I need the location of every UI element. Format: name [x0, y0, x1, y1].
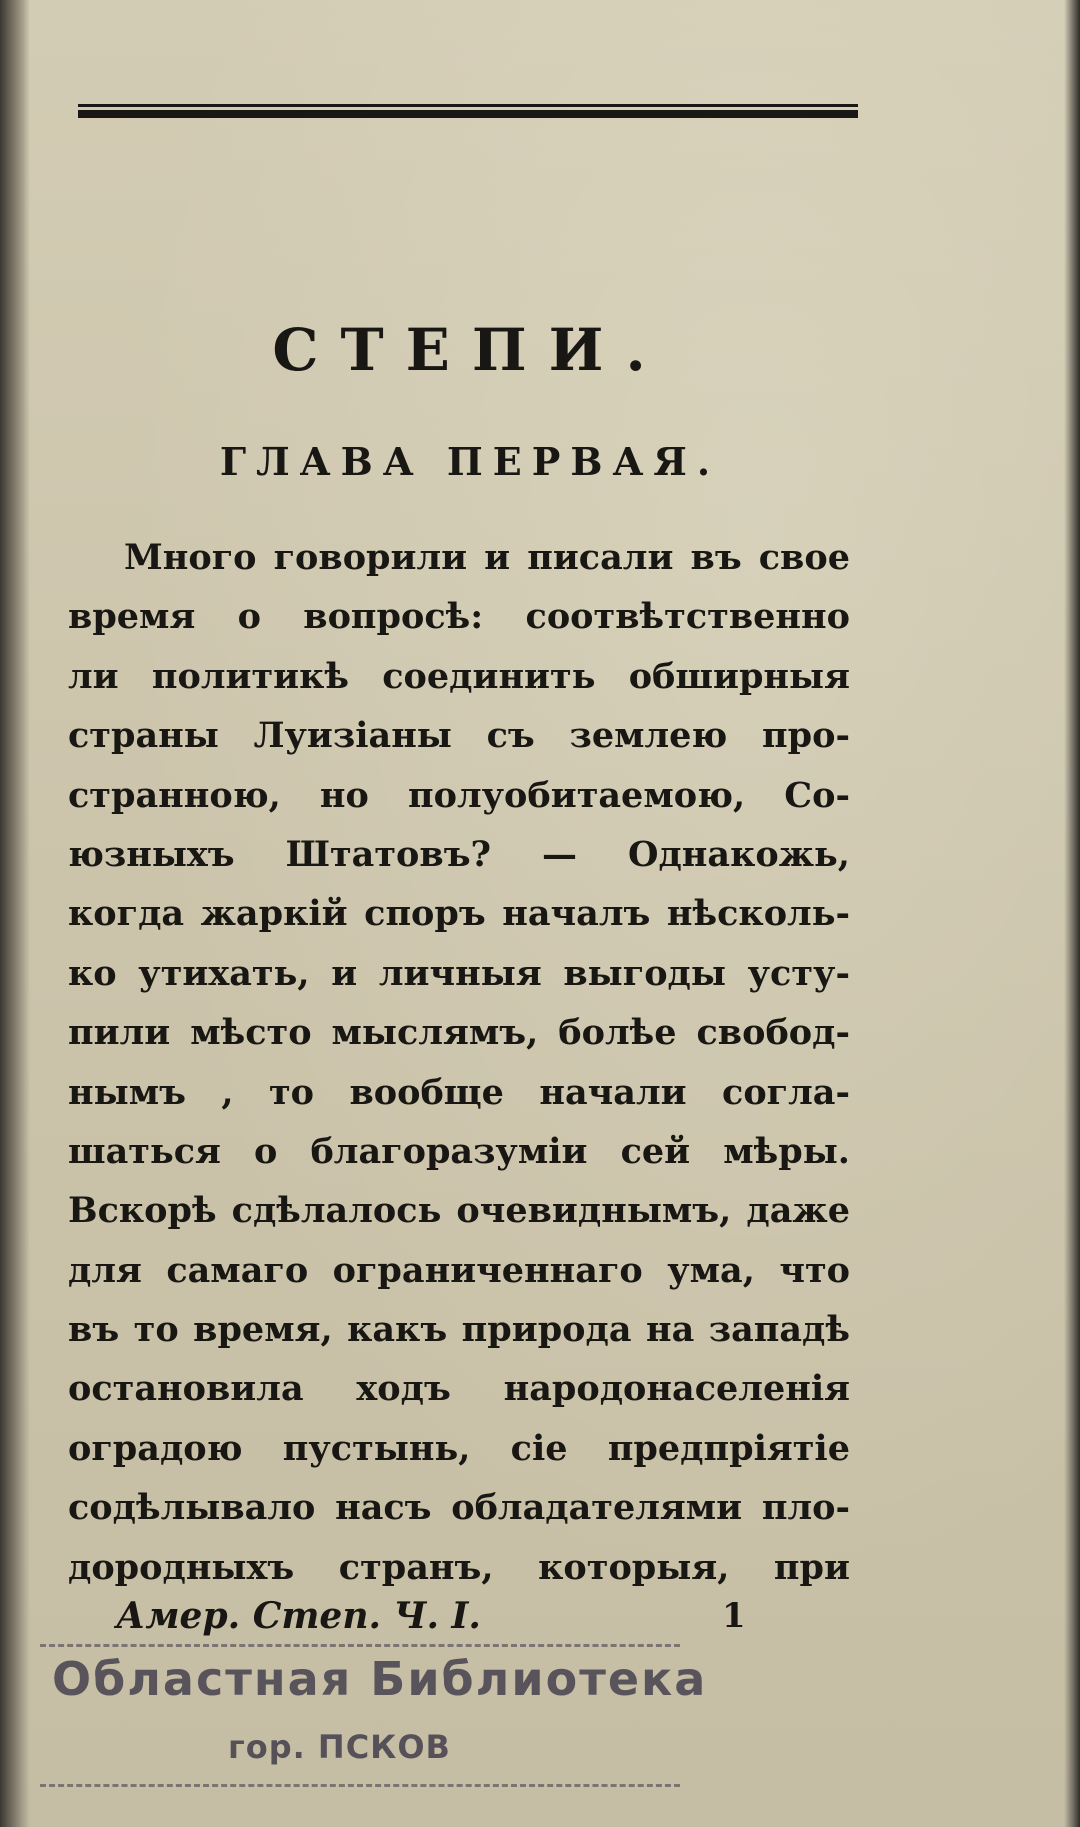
- page-edge-shadow: [1064, 0, 1080, 1827]
- library-stamp: [40, 1640, 708, 1790]
- stamp-rule-bottom: [40, 1784, 680, 1787]
- header-rule-thick: [78, 110, 858, 118]
- text-line: нымъ , то вообще начали согла-: [68, 1071, 850, 1113]
- body-text: [68, 528, 850, 1597]
- text-line: юзныхъ Штатовъ? — Однакожь,: [68, 833, 850, 875]
- text-line: когда жаркiй споръ началъ нѣсколь-: [68, 893, 850, 935]
- text-line: странною, но полуобитаемою, Со-: [68, 774, 850, 816]
- page-number: 1: [722, 1596, 746, 1636]
- stamp-city: гор. ПСКОВ: [228, 1728, 451, 1766]
- text-line: оградою пустынь, сiе предпрiятiе: [68, 1427, 850, 1469]
- page-binding-shadow: [0, 0, 30, 1827]
- text-line: остановила ходъ народонаселенiя: [68, 1368, 850, 1410]
- text-line: ли политикѣ соединить обширныя: [68, 655, 850, 697]
- stamp-rule-top: [40, 1644, 680, 1647]
- text-line: въ то время, какъ природа на западѣ: [68, 1309, 850, 1351]
- text-line: содѣлывало насъ обладателями пло-: [68, 1487, 850, 1529]
- text-line: ко утихать, и личныя выгоды усту-: [68, 952, 850, 994]
- page-title: СТЕПИ.: [272, 316, 668, 384]
- text-line: время о вопросѣ: соотвѣтственно: [68, 596, 850, 638]
- text-line: для самаго ограниченнаго ума, что: [68, 1249, 850, 1291]
- text-line: страны Луизiаны съ землею про-: [68, 715, 850, 757]
- text-line: дородныхъ странъ, которыя, при: [68, 1546, 850, 1588]
- stamp-library-name: Областная Библиотека: [52, 1652, 708, 1706]
- signature-mark: Амер. Степ. Ч. I.: [116, 1595, 481, 1637]
- text-line: Много говорили и писали въ свое: [124, 537, 850, 578]
- text-line: Вскорѣ сдѣлалось очевиднымъ, даже: [68, 1190, 850, 1232]
- chapter-heading: ГЛАВА ПЕРВАЯ.: [219, 439, 721, 484]
- text-line: пили мѣсто мыслямъ, болѣе свобод-: [68, 1012, 850, 1054]
- text-line: шаться о благоразумiи сей мѣры.: [68, 1130, 850, 1172]
- header-rule-thin: [78, 104, 858, 107]
